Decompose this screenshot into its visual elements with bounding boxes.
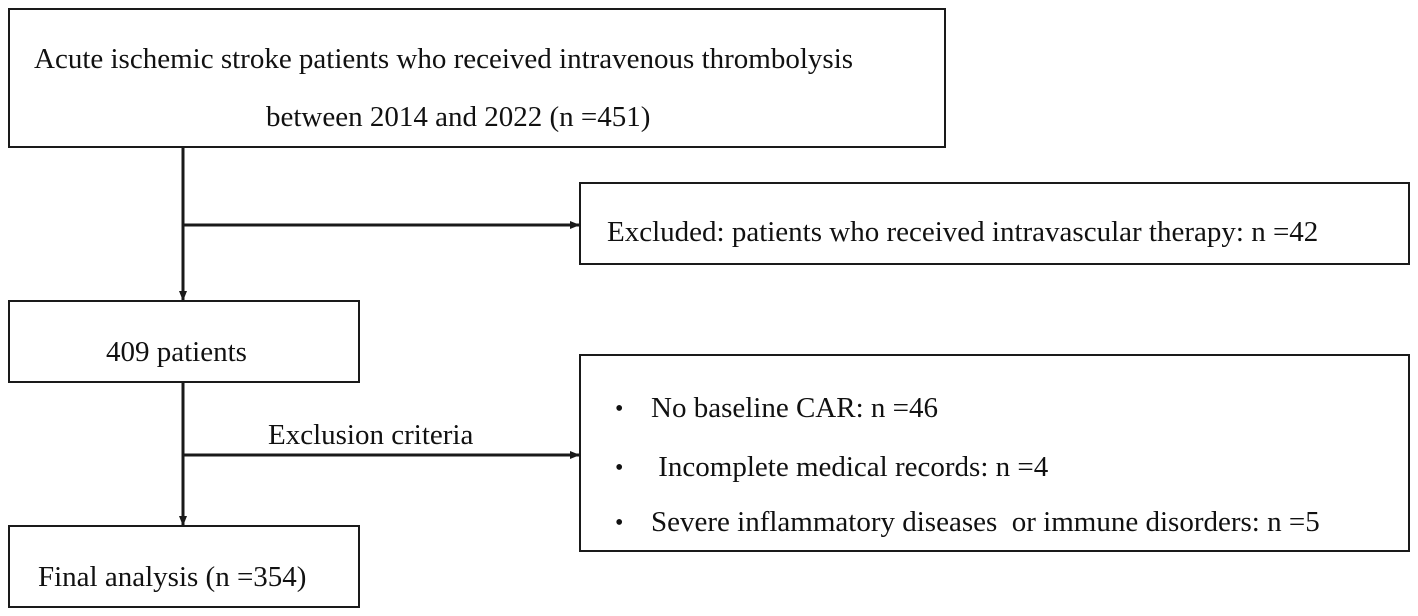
- exclusion-box-1-text: Excluded: patients who received intravascular therapy: n =42: [607, 216, 1319, 248]
- middle-box: [8, 300, 360, 383]
- start-box-line-2: between 2014 and 2022 (n =451): [266, 101, 651, 133]
- final-box-text: Final analysis (n =354): [38, 561, 307, 593]
- bullet-icon: •: [615, 455, 624, 481]
- bullet-icon: •: [615, 510, 624, 536]
- bullet-icon: •: [615, 396, 624, 422]
- exclusion-item-text: Severe inflammatory diseases or immune disorders: n =5: [651, 506, 1320, 538]
- exclusion-box-1: [579, 182, 1410, 265]
- exclusion-criteria-label: Exclusion criteria: [268, 419, 474, 451]
- start-box-line-1: Acute ischemic stroke patients who received intravenous thrombolysis: [34, 43, 854, 75]
- exclusion-box-2: [579, 354, 1410, 552]
- exclusion-item-text: No baseline CAR: n =46: [651, 392, 938, 424]
- final-box: [8, 525, 360, 608]
- middle-box-text: 409 patients: [106, 336, 247, 368]
- start-box: [8, 8, 946, 148]
- exclusion-item-text: Incomplete medical records: n =4: [651, 451, 1049, 483]
